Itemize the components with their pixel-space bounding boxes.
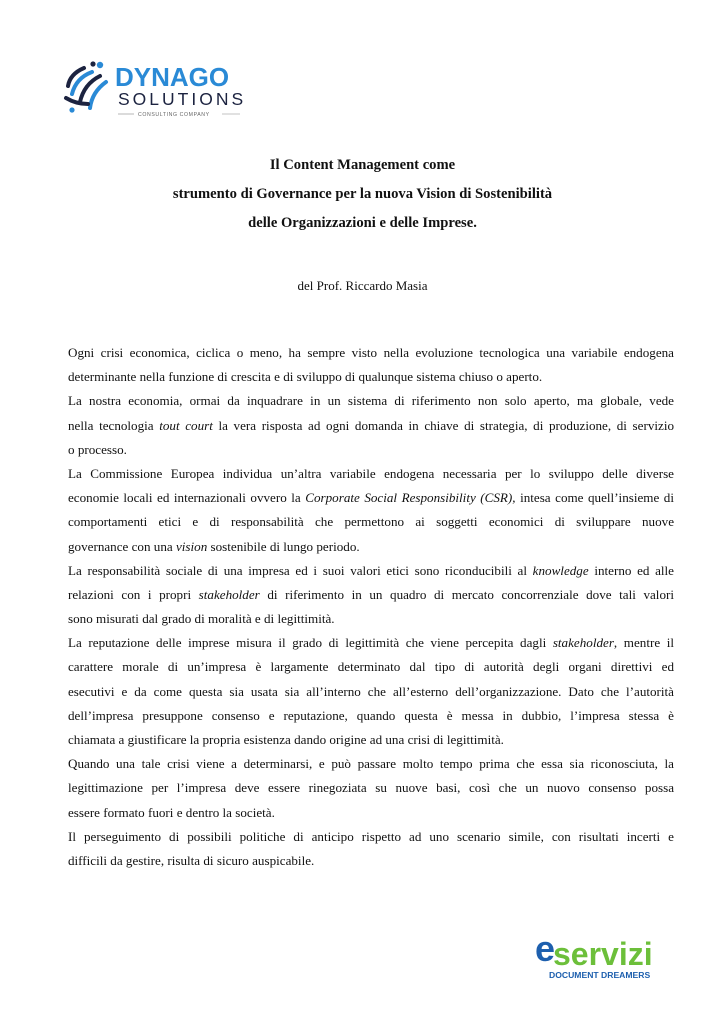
text-line: [68, 607, 674, 631]
text-span: carattere morale di un’impresa è largamente determinato dal tipo di autorità degli organi direttivi ed: [68, 659, 674, 675]
italic-term: tout court: [159, 417, 213, 433]
text-span: intesa come quell’insieme di: [515, 490, 674, 506]
text-span: governance con una: [68, 538, 176, 554]
text-span: Ogni crisi economica, ciclica o meno, ha sempre visto nella evoluzione tecnologica una variabile endogena: [68, 345, 674, 360]
italic-term: Corporate Social Responsibility (CSR),: [305, 490, 516, 506]
text-line: [68, 341, 674, 365]
paragraph: [68, 389, 674, 462]
text-span: La nostra economia, ormai da inquadrare in un sistema di riferimento non solo aperto, ma globale, vede: [68, 393, 674, 409]
text-line: [68, 414, 674, 438]
text-span: chiamata a giustificare la propria esistenza dando origine ad una crisi di legittimità.: [68, 732, 504, 747]
text-line: [68, 752, 674, 776]
text-span: comportamenti etici e di responsabilità che permettono ai soggetti economici di sviluppare nuove: [68, 514, 674, 530]
text-line: [68, 631, 674, 655]
text-line: [68, 776, 674, 800]
paragraph: [68, 559, 674, 632]
document-author: del Prof. Riccardo Masia: [297, 278, 428, 293]
text-span: esecutivi e da come questa sia usata sia all’interno che all’esterno dell’organizzazione. Dato che l’autorità: [68, 683, 674, 699]
document-title: [0, 151, 725, 238]
text-span: nella tecnologia: [68, 417, 160, 433]
title-line-3: delle Organizzazioni e delle Imprese.: [248, 215, 477, 231]
logo-tagline: CONSULTING COMPANY: [138, 112, 210, 118]
title-line-2: strumento di Governance per la nuova Vision di Sostenibilità: [172, 186, 553, 202]
text-line: [68, 389, 674, 413]
title-line-1: Il Content Management come: [269, 157, 456, 173]
text-line: [68, 680, 674, 704]
logo-word-dynago: DYNAGO: [115, 62, 230, 92]
dynago-solutions-logo: [62, 58, 252, 120]
paragraph: [68, 341, 674, 389]
text-span: Il perseguimento di possibili politiche di anticipo rispetto ad uno scenario simile, con risultati incerti e: [68, 828, 674, 844]
text-line: [68, 583, 674, 607]
logo-word-solutions: SOLUTIONS: [118, 89, 247, 109]
text-span: economie locali ed internazionali ovvero la: [68, 490, 306, 506]
eservizi-logo: [533, 925, 673, 983]
paragraph: [68, 631, 674, 752]
text-span: di riferimento in un quadro di mercato concorrenziale dove tali valori: [259, 586, 674, 602]
text-line: [68, 728, 674, 752]
paragraph: [68, 462, 674, 559]
text-line: [68, 438, 674, 462]
text-span: o processo.: [68, 441, 127, 457]
text-line: [68, 486, 674, 510]
text-line: [68, 801, 674, 825]
italic-term: vision: [175, 538, 208, 554]
text-line: [68, 559, 674, 583]
dynago-swirl-icon: [66, 61, 106, 112]
text-span: La reputazione delle imprese misura il grado di legittimità che viene percepita dagli: [68, 635, 553, 651]
text-span: La responsabilità sociale di una impresa ed i suoi valori etici sono riconducibili al: [68, 562, 533, 578]
logo-letter-e: e: [535, 928, 556, 969]
text-span: La Commissione Europea individua un’altra variabile endogena necessaria per lo sviluppo delle diverse: [68, 465, 674, 481]
text-span: interno ed alle: [588, 562, 674, 578]
text-line: [68, 655, 674, 679]
logo-tagline-dreamers: DOCUMENT DREAMERS: [549, 970, 651, 980]
text-span: legittimazione per l’impresa deve essere rinegoziata su nuove basi, così che un nuovo consenso possa: [68, 780, 674, 796]
text-span: sostenibile di lungo periodo.: [207, 538, 360, 554]
text-line: [68, 365, 674, 389]
text-line: [68, 825, 674, 849]
text-span: Quando una tale crisi viene a determinarsi, e può passare molto tempo prima che essa sia riconosciuta, la: [68, 756, 674, 772]
italic-term: stakeholder: [552, 635, 614, 651]
text-line: [68, 510, 674, 534]
text-span: relazioni con i propri: [68, 586, 199, 602]
text-line: [68, 849, 674, 873]
text-span: sono misurati dal grado di moralità e di legittimità.: [68, 611, 335, 627]
text-span: difficili da gestire, risulta di sicuro auspicabile.: [68, 852, 315, 868]
text-line: [68, 704, 674, 728]
document-body: [68, 341, 674, 873]
text-span: essere formato fuori e dentro la società.: [68, 804, 275, 820]
text-span: dell’impresa presuppone consenso e reputazione, quando questa è messa in dubbio, l’impresa stessa è: [68, 707, 674, 723]
paragraph: [68, 752, 674, 825]
text-span: determinante nella funzione di crescita e di sviluppo di qualunque sistema chiuso o aperto.: [68, 369, 543, 385]
logo-word-servizi: servizi: [553, 936, 653, 972]
text-line: [68, 535, 674, 559]
text-span: la vera risposta ad ogni domanda in chiave di strategia, di produzione, di servizio: [212, 417, 674, 433]
paragraph: [68, 825, 674, 873]
italic-term: stakeholder: [198, 586, 260, 602]
text-line: [68, 462, 674, 486]
italic-term: knowledge: [532, 562, 589, 578]
text-span: , mentre il: [613, 635, 674, 651]
